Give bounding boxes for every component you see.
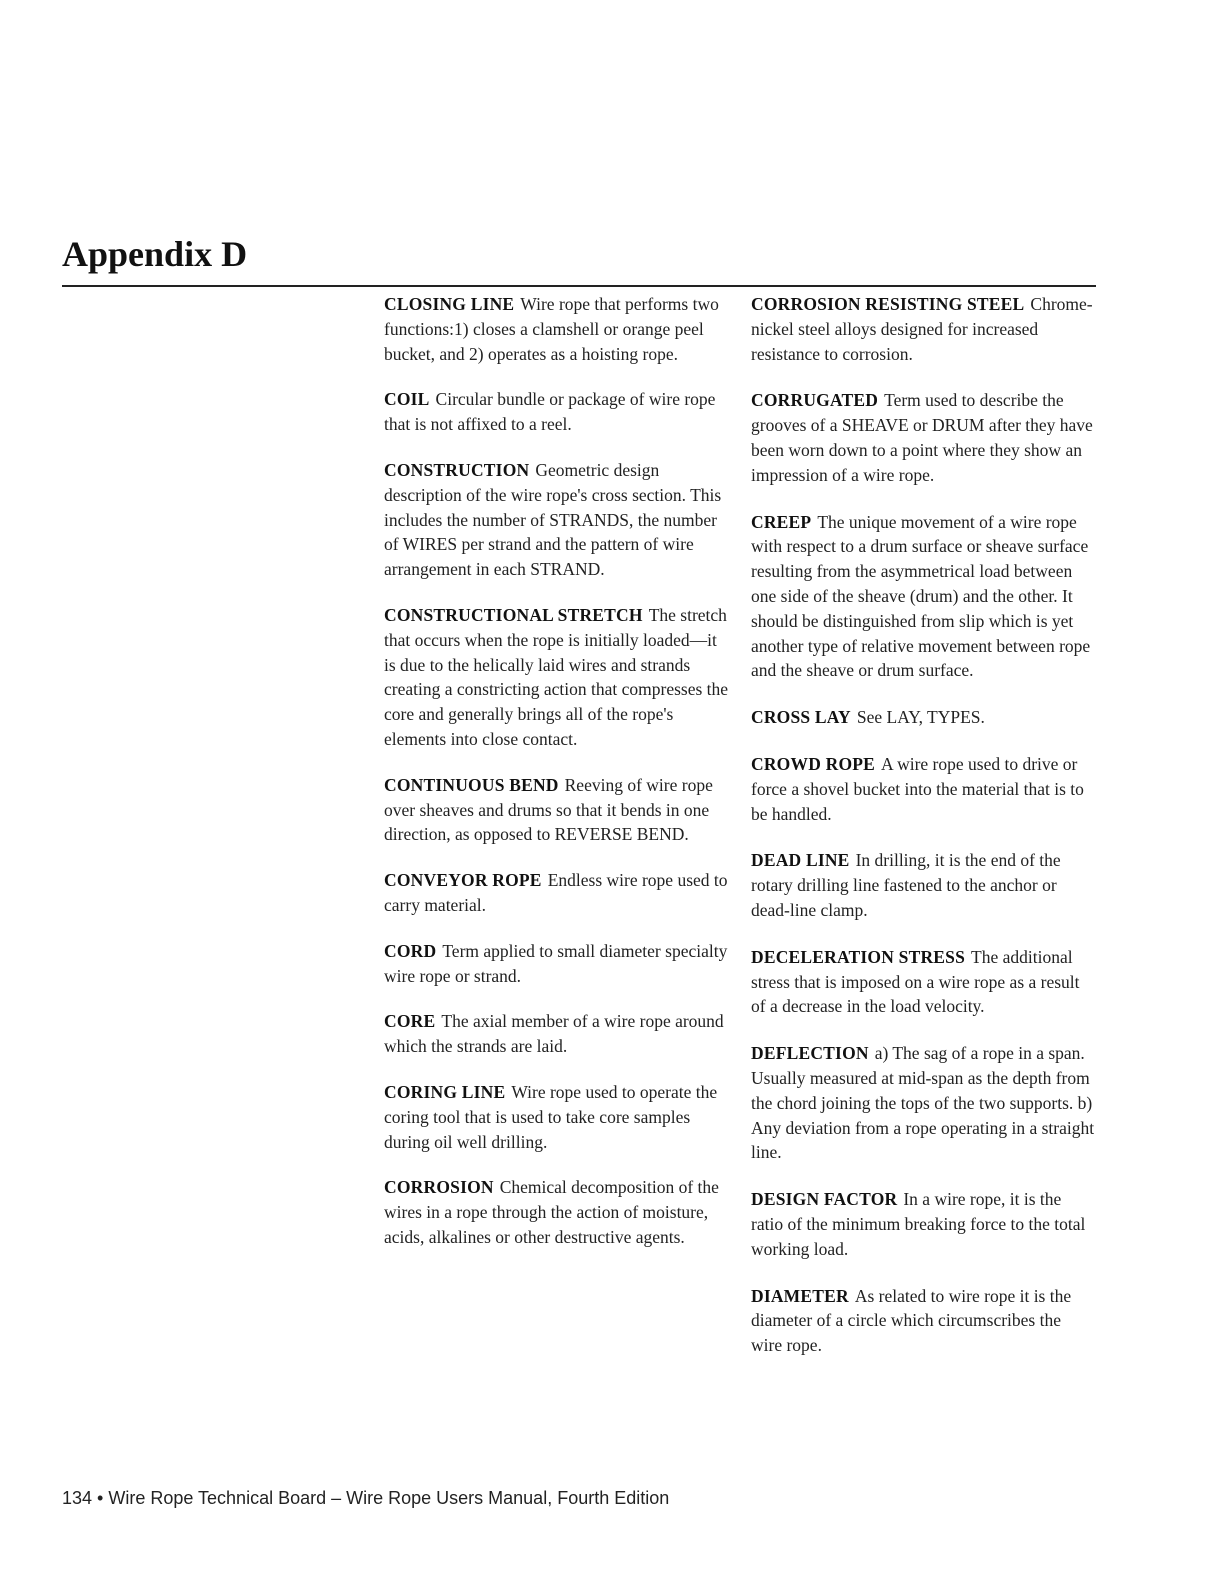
glossary-entry xyxy=(384,387,729,437)
glossary-entry xyxy=(751,388,1096,487)
title-rule xyxy=(62,285,1096,287)
glossary-definition: As related to wire rope it is the diameter of a circle which circumscribes the wire rope. xyxy=(751,1285,1072,1356)
glossary-term: CORROSION xyxy=(384,1177,494,1198)
glossary-definition: The unique movement of a wire rope with respect to a drum surface or sheave surface resulting from the asymmetrical load between one side of the sheave (drum) and the other. It should be distinguished from slip which is yet another type of relative movement between rope and the sheave or drum surface. xyxy=(751,511,1091,681)
glossary-definition: In drilling, it is the end of the rotary drilling line fastened to the anchor or dead-line clamp. xyxy=(751,850,1061,920)
glossary-entry xyxy=(384,939,729,989)
glossary-definition: Circular bundle or package of wire rope that is not affixed to a reel. xyxy=(384,389,716,435)
glossary-definition: See LAY, TYPES. xyxy=(856,707,985,728)
glossary-definition: Term applied to small diameter specialty wire rope or strand. xyxy=(384,940,728,986)
glossary-term: DECELERATION STRESS xyxy=(751,946,966,967)
glossary-definition: In a wire rope, it is the ratio of the minimum breaking force to the total working load. xyxy=(751,1189,1086,1259)
glossary-entry xyxy=(751,1284,1096,1358)
glossary-definition: Wire rope that performs two functions:1) closes a clamshell or orange peel bucket, and 2) operates as a hoisting rope. xyxy=(384,294,719,364)
glossary-term: CROSS LAY xyxy=(751,707,851,728)
glossary-term: CONSTRUCTION xyxy=(384,459,530,480)
glossary-entry xyxy=(384,458,729,582)
glossary-term: DIAMETER xyxy=(751,1285,849,1306)
glossary-term: CREEP xyxy=(751,511,812,532)
glossary-entry xyxy=(751,510,1096,684)
glossary-definition: Endless wire rope used to carry material. xyxy=(384,870,728,915)
glossary-entry xyxy=(751,705,1096,730)
glossary-term: CROWD ROPE xyxy=(751,753,876,774)
glossary-term: DEFLECTION xyxy=(751,1043,869,1064)
glossary-definition: Reeving of wire rope over sheaves and drums so that it bends in one direction, as opposed to REVERSE BEND. xyxy=(384,774,713,845)
glossary-entry xyxy=(751,945,1096,1019)
glossary-entry xyxy=(384,1009,729,1059)
glossary-term: CONTINUOUS BEND xyxy=(384,774,559,795)
glossary-definition: Term used to describe the grooves of a SHEAVE or DRUM after they have been worn down to a point where they show an impression of a wire rope. xyxy=(751,390,1093,485)
glossary-entry xyxy=(384,868,729,918)
glossary-definition: Chemical decomposition of the wires in a rope through the action of moisture, acids, alkalines or other destructive agents. xyxy=(384,1177,719,1247)
glossary-definition: The axial member of a wire rope around which the strands are laid. xyxy=(384,1011,724,1057)
glossary-column-right xyxy=(751,292,1096,1380)
page-title: Appendix D xyxy=(62,234,248,274)
glossary-definition: The stretch that occurs when the rope is initially loaded—it is due to the helically laid wires and strands creating a constricting action that compresses the core and generally brings all of the rope's elements into close contact. xyxy=(384,604,729,749)
glossary-entry xyxy=(751,1041,1096,1165)
glossary-term: DESIGN FACTOR xyxy=(751,1189,898,1210)
glossary-entry xyxy=(384,1175,729,1249)
glossary-definition: A wire rope used to drive or force a shovel bucket into the material that is to be handled. xyxy=(751,753,1084,824)
glossary-term: CORING LINE xyxy=(384,1081,506,1102)
glossary-term: CONSTRUCTIONAL STRETCH xyxy=(384,604,643,625)
glossary-term: CORROSION RESISTING STEEL xyxy=(751,294,1025,314)
glossary-entry xyxy=(751,1187,1096,1261)
glossary-entry xyxy=(751,848,1096,922)
glossary-entry xyxy=(751,292,1096,366)
glossary-term: CORE xyxy=(384,1011,436,1032)
glossary-entry xyxy=(384,603,729,752)
page-footer: 134 • Wire Rope Technical Board – Wire Rope Users Manual, Fourth Edition xyxy=(62,1488,670,1508)
glossary-term: DEAD LINE xyxy=(751,850,850,871)
glossary-entry xyxy=(384,773,729,847)
glossary-definition: The additional stress that is imposed on a wire rope as a result of a decrease in the load velocity. xyxy=(751,946,1080,1017)
glossary-term: COIL xyxy=(384,389,430,410)
glossary-term: CONVEYOR ROPE xyxy=(384,870,542,891)
glossary-definition: Wire rope used to operate the coring tool that is used to take core samples during oil well drilling. xyxy=(384,1081,718,1152)
glossary-entry xyxy=(751,752,1096,826)
glossary-entry xyxy=(384,292,729,366)
glossary-entry xyxy=(384,1080,729,1154)
glossary-definition: Chrome-nickel steel alloys designed for increased resistance to corrosion. xyxy=(751,294,1093,364)
glossary-column-left xyxy=(384,292,729,1271)
glossary-term: CORD xyxy=(384,940,437,961)
glossary-term: CLOSING LINE xyxy=(384,294,515,314)
glossary-definition: a) The sag of a rope in a span. Usually measured at mid-span as the depth from the chord joining the tops of the two supports. b) Any deviation from a rope operating in a straight line. xyxy=(751,1043,1095,1163)
glossary-definition: Geometric design description of the wire rope's cross section. This includes the number of STRANDS, the number of WIRES per strand and the pattern of wire arrangement in each STRAND. xyxy=(384,459,722,580)
glossary-term: CORRUGATED xyxy=(751,390,879,411)
